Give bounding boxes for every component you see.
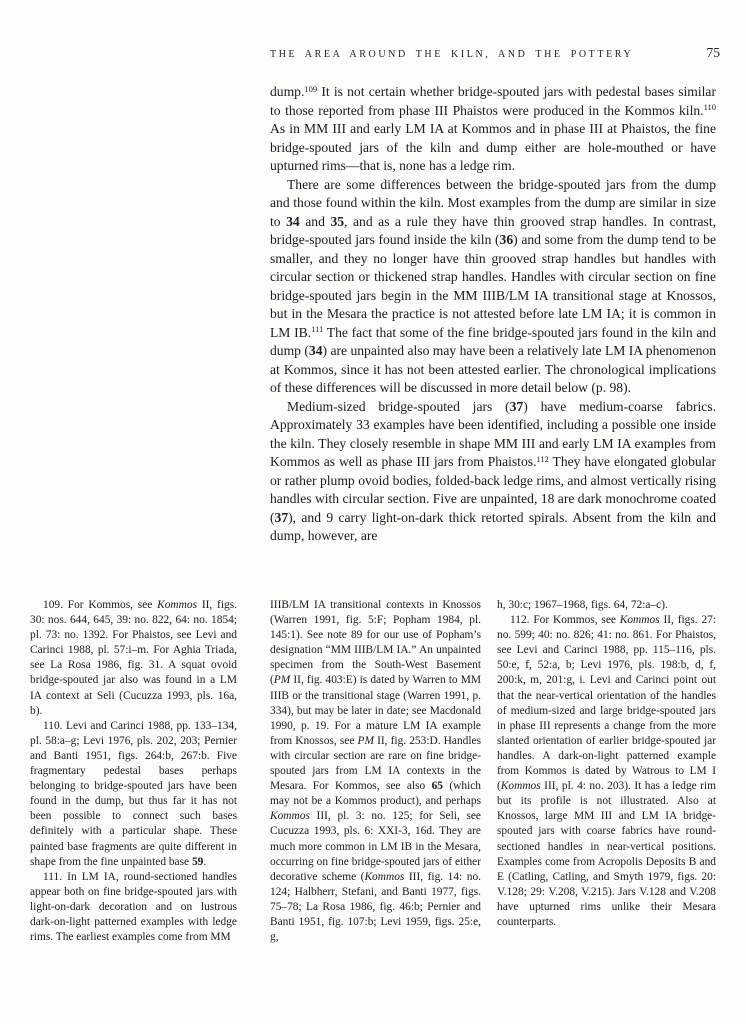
citation-title: Kommos: [619, 614, 660, 627]
footnote-column-1: [30, 598, 237, 945]
catalogue-number: 37: [274, 509, 289, 525]
footnote: 112. For Kommos, see Kommos II, figs. 27: no. 599; 40: no. 826; 41: no. 861. For Phaistos, see Levi and Carinci 1988, pp. 115–116, pls. 50:e, f, 52:a, b; Levi 1976, pls. 198:b, d, f, 200:k, m, 201:g, i. Levi and Carinci point out that the near-vertical orientation of the handles of medium-sized and large bridge-spouted jars in phase III represents a change from the more slanted orientation of earlier bridge-spouted jar handles. A dark-on-light patterned example from Kommos is dated by Watrous to LM I (Kommos III, pl. 4: no. 203). It has a ledge rim but its profile is not illustrated. Also at Knossos, large MM III and LM IA bridge-spouted jars with coarse fabrics have round-sectioned handles in near-vertical positions. Examples come from Acropolis Deposits B and E (Catling, Catling, and Smyth 1979, figs. 20: V.128; 29: V.208, V.215). Jars V.128 and V.208 have upturned rims unlike their Mesara counterparts.: [497, 614, 717, 928]
footnote-column-3: [497, 598, 716, 930]
citation-title: PM: [273, 674, 291, 687]
citation-title: Kommos: [500, 780, 541, 793]
catalogue-number: 34: [286, 213, 300, 229]
footnote-reference: 109: [304, 83, 318, 94]
catalogue-number: 65: [431, 780, 443, 793]
citation-title: Kommos: [270, 810, 310, 823]
catalogue-number: 59: [191, 855, 204, 868]
catalogue-number: 37: [509, 398, 524, 414]
citation-title: PM: [357, 734, 374, 747]
body-text-column: [270, 83, 716, 546]
page-number: 75: [706, 45, 720, 60]
footnote-reference: 112: [536, 453, 549, 464]
footnote: IIIB/LM IA transitional contexts in Knossos (Warren 1991, fig. 5:F; Popham 1984, pl. 145:1). See note 89 for our use of Popham’s designation “MM IIIB/LM IA.” An unpainted specimen from the South-West Basement (PM II, fig. 403:E) is dated by Warren to MM IIIB or the transitional stage (Warren 1991, p. 334), but may be later in date; see Macdonald 1990, p. 19. For a mature LM IA example from Knossos, see PM II, fig. 253:D. Handles with circular section are rare on fine bridge-spouted jars from LM IA contexts in the Mesara. For Kommos, see also 65 (which may not be a Kommos product), and perhaps Kommos III, pl. 3: no. 125; for Seli, see Cucuzza 1993, pls. 6: XXI-3, 16d. They are much more common in LM IB in the Mesara, occurring on fine bridge-spouted jars of either decorative scheme (Kommos III, fig. 14: no. 124; Halbherr, Stefani, and Banti 1977, figs. 75–78; La Rosa 1986, fig. 46:b; Pernier and Banti 1951, fig. 107:b; Levi 1959, figs. 25:e, g,: [270, 599, 481, 944]
running-title: THE AREA AROUND THE KILN, AND THE POTTERY: [270, 49, 634, 60]
footnote: 109. For Kommos, see Kommos II, figs. 30: nos. 644, 645, 39: no. 822, 64: no. 1854; pl. 73: no. 1392. For Phaistos, see Levi and Carinci 1988, pl. 57:i–m. For Aghia Triada, see La Rosa 1986, fig. 31. A squat ovoid bridge-spouted jar also was found in a LM IA context at Seli (Cucuzza 1993, pls. 16a, b).: [30, 599, 237, 717]
catalogue-number: 35: [330, 213, 345, 229]
footnote-column-2: [270, 598, 481, 945]
footnote-reference: 111: [311, 324, 324, 334]
catalogue-number: 34: [308, 343, 323, 358]
citation-title: Kommos: [157, 599, 198, 611]
body-paragraph: dump.$^{109}$ It is not certain whether bridge-spouted jars with pedestal bases similar to those reported from phase III Phaistos were produced in the Kommos kiln.$^{110}$ As in MM III and early LM IA at Kommos and in phase III at Phaistos, the fine bridge-spouted jars of the kiln and dump either are hole-mouthed or have upturned rims—that is, none has a ledge rim.: [270, 83, 716, 173]
catalogue-number: 36: [499, 232, 514, 247]
footnote-reference: 110: [703, 102, 716, 112]
body-paragraph: Medium-sized bridge-spouted jars (37) have medium-coarse fabrics. Approximately 33 examples have been identified, including a possible one inside the kiln. They closely resemble in shape MM III and early LM IA examples from Kommos as well as phase III jars from Phaistos.$^{112}$ They have elongated globular or rather plump ovoid bodies, folded-back ledge rims, and almost vertically rising handles with circular section. Five are unpainted, 18 are dark monochrome coated (37), and 9 carry light-on-dark thick retorted spirals. Absent from the kiln and dump, however, are: [270, 398, 717, 543]
footnote: h, 30:c; 1967–1968, figs. 64, 72:a–c).: [497, 599, 668, 611]
running-header: [270, 45, 720, 61]
footnote: 111. In LM IA, round-sectioned handles appear both on fine bridge-spouted jars with light-on-dark decoration and on lustrous dark-on-light patterned examples with ledge rims. The earliest examples come from MM: [30, 870, 237, 944]
citation-title: Kommos: [364, 870, 405, 883]
footnote: 110. Levi and Carinci 1988, pp. 133–134, pl. 58:a–g; Levi 1976, pls. 202, 203; Pernier and Banti 1951, figs. 264:b, 267:b. Five fragmentary pedestal bases perhaps belonging to bridge-spouted jars have been found in the dump, but thus far it has not been possible to connect such bases definitely with a particular shape. These painted base fragments are quite different in shape from the fine unpainted base 59.: [30, 719, 237, 868]
body-paragraph: There are some differences between the bridge-spouted jars from the dump and those found within the kiln. Most examples from the dump are similar in size to 34 and 35, and as a rule they have thin grooved strap handles. In contrast, bridge-spouted jars found inside the kiln (36) and some from the dump tend to be smaller, and they no longer have thin grooved strap handles but handles with circular section or thickened strap handles. Handles with circular section on fine bridge-spouted jars begin in the MM IIIB/LM IA transitional stage at Knossos, but in the Mesara the practice is not attested before late LM IA; it is common in LM IB.$^{111}$ The fact that some of the fine bridge-spouted jars found in the kiln and dump (34) are unpainted also may have been a relatively late LM IA phenomenon at Kommos, since it has not been attested earlier. The chronological implications of these differences will be discussed in more detail below (p. 98).: [270, 176, 717, 395]
